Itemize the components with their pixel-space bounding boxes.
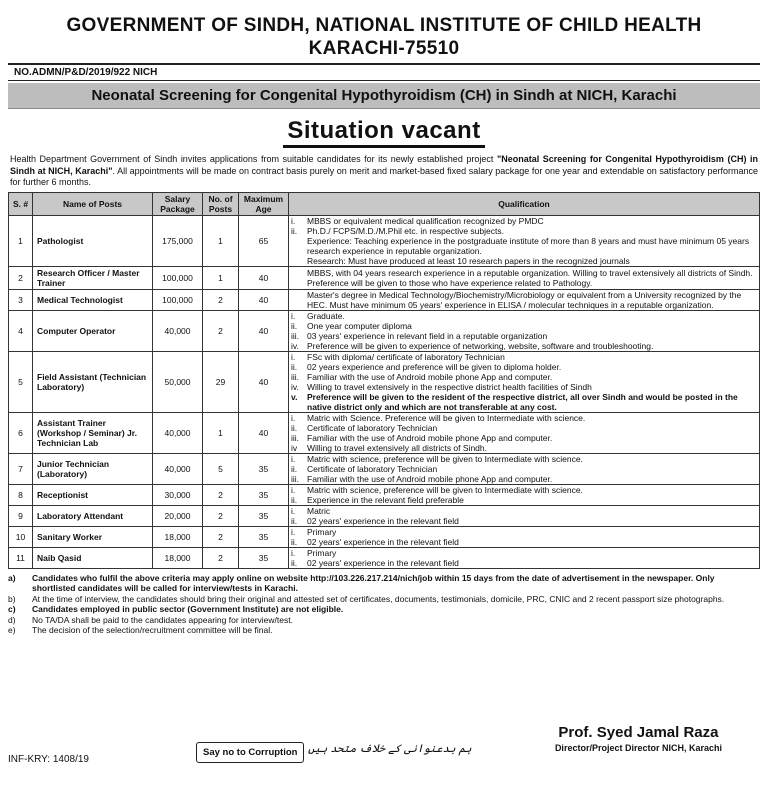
note-key: a) <box>8 572 16 583</box>
qualification-number: i. <box>291 526 296 537</box>
qualification-line <box>291 495 757 505</box>
cell-age: 65 <box>239 215 289 266</box>
qualification-number: ii. <box>291 422 298 433</box>
advertisement-page <box>8 0 760 765</box>
qualification-number: ii. <box>291 320 298 331</box>
qualification-line <box>291 392 757 412</box>
qualification-number: ii. <box>291 225 298 236</box>
cell-salary: 175,000 <box>153 215 203 266</box>
qualification-text: Experience: Teaching experience in the postgraduate institute of more than 8 years and must have minimum 05 years research experience in reputable organization. <box>307 235 750 256</box>
qualification-text: 02 years' experience in the relevant field <box>307 536 459 547</box>
cell-qualification <box>289 289 760 310</box>
cell-salary: 40,000 <box>153 412 203 453</box>
note-item <box>8 615 760 626</box>
table-row <box>9 289 760 310</box>
qualification-number: iii. <box>291 371 300 382</box>
qualification-number <box>291 256 307 266</box>
qualification-number: i. <box>291 505 296 516</box>
qualification-number: i. <box>291 215 296 226</box>
qualification-text: Certificate of laboratory Technician <box>307 463 438 474</box>
note-item <box>8 625 760 636</box>
note-key: d) <box>8 614 16 625</box>
qualification-text: Primary <box>307 526 337 537</box>
cell-sno: 8 <box>9 484 33 505</box>
cell-salary: 18,000 <box>153 547 203 568</box>
qualification-text: Willing to travel extensively in the respective district health facilities of Sindh <box>307 381 592 392</box>
cell-salary: 100,000 <box>153 289 203 310</box>
note-text: The decision of the selection/recruitment committee will be final. <box>32 625 273 635</box>
qualification-number: i. <box>291 351 296 362</box>
cell-age: 40 <box>239 412 289 453</box>
table-row <box>9 547 760 568</box>
cell-age: 35 <box>239 526 289 547</box>
qualification-line <box>291 256 757 266</box>
header-name: Name of Posts <box>33 192 153 215</box>
qualification-number: ii. <box>291 494 298 505</box>
cell-salary: 100,000 <box>153 266 203 289</box>
qualification-line <box>291 331 757 341</box>
qualification-line <box>291 423 757 433</box>
qualification-text: Familiar with the use of Android mobile phone App and computer. <box>307 371 553 382</box>
qualification-line <box>291 433 757 443</box>
header-age: Maximum Age <box>239 192 289 215</box>
qualification-line <box>291 341 757 351</box>
qualification-line <box>291 382 757 392</box>
cell-qualification <box>289 484 760 505</box>
qualification-number: i. <box>291 484 296 495</box>
cell-qualification <box>289 215 760 266</box>
signatory-name: Prof. Syed Jamal Raza <box>558 724 719 741</box>
qualification-line <box>291 413 757 423</box>
table-row <box>9 484 760 505</box>
cell-sno: 10 <box>9 526 33 547</box>
cell-post-name: Junior Technician (Laboratory) <box>33 453 153 484</box>
project-title: Neonatal Screening for Congenital Hypothyroidism (CH) in Sindh at NICH, Karachi <box>8 83 760 109</box>
cell-sno: 5 <box>9 351 33 412</box>
qualification-text: 02 years' experience in the relevant field <box>307 515 459 526</box>
qualification-line <box>291 236 757 256</box>
cell-sno: 6 <box>9 412 33 453</box>
intro-project: "Neonatal Screening for Congenital Hypothyroidism (CH) in Sindh at NICH, Karachi" <box>10 154 758 176</box>
note-key: b) <box>8 593 16 604</box>
cell-posts: 2 <box>203 526 239 547</box>
cell-post-name: Laboratory Attendant <box>33 505 153 526</box>
cell-qualification <box>289 547 760 568</box>
qualification-text: Certificate of laboratory Technician <box>307 422 438 433</box>
header-sno: S. # <box>9 192 33 215</box>
note-text: Candidates employed in public sector (Government Institute) are not eligible. <box>32 604 344 614</box>
cell-sno: 1 <box>9 215 33 266</box>
cell-age: 35 <box>239 453 289 484</box>
signatory-designation: Director/Project Director NICH, Karachi <box>554 743 722 753</box>
table-row <box>9 266 760 289</box>
note-text: No TA/DA shall be paid to the candidates appearing for interview/test. <box>32 614 293 625</box>
qualification-number: i. <box>291 453 296 464</box>
qualification-number: ii. <box>291 463 298 474</box>
qualification-number: iv. <box>291 381 299 392</box>
qualification-text: Preference will be given to experience of networking, website, software and troubleshooting. <box>307 340 654 351</box>
note-item <box>8 604 760 615</box>
qualification-number <box>291 268 307 288</box>
cell-qualification <box>289 351 760 412</box>
header <box>8 14 760 60</box>
cell-sno: 11 <box>9 547 33 568</box>
qualification-line <box>291 548 757 558</box>
qualification-number: iv. <box>291 340 299 351</box>
cell-age: 40 <box>239 289 289 310</box>
qualification-number: ii. <box>291 515 298 526</box>
note-key: c) <box>8 604 16 614</box>
header-salary: Salary Package <box>153 192 203 215</box>
cell-post-name: Computer Operator <box>33 310 153 351</box>
qualification-line <box>291 216 757 226</box>
qualification-text: Matric with science, preference will be given to Intermediate with science. <box>307 453 583 464</box>
cell-post-name: Naib Qasid <box>33 547 153 568</box>
qualification-text: Research: Must have produced at least 10 research papers in the recognized journals <box>307 255 630 266</box>
note-item <box>8 594 760 605</box>
cell-posts: 2 <box>203 289 239 310</box>
cell-qualification <box>289 310 760 351</box>
qualification-line <box>291 443 757 453</box>
qualification-number: iv <box>291 442 298 453</box>
table-row <box>9 453 760 484</box>
qualification-line <box>291 226 757 236</box>
cell-sno: 4 <box>9 310 33 351</box>
cell-salary: 30,000 <box>153 484 203 505</box>
inf-code: INF-KRY: 1408/19 <box>8 754 89 765</box>
qualification-number: ii. <box>291 557 298 568</box>
qualification-line <box>291 474 757 484</box>
qualification-line <box>291 516 757 526</box>
qualification-line <box>291 527 757 537</box>
qualification-text: Primary <box>307 547 337 558</box>
qualification-line <box>291 268 757 288</box>
qualification-text: One year computer diploma <box>307 320 412 331</box>
qualification-line <box>291 362 757 372</box>
cell-posts: 2 <box>203 505 239 526</box>
cell-sno: 3 <box>9 289 33 310</box>
cell-qualification <box>289 453 760 484</box>
qualification-text: Willing to travel extensively all districts of Sindh. <box>307 442 487 453</box>
qualification-text: MBBS, with 04 years research experience in a reputable organization. Willing to travel extensively all districts of Sindh. Preference will be given to those who have experience related to Pathology. <box>307 267 753 288</box>
qualification-text: Matric with Science. Preference will be given to Intermediate with science. <box>307 412 586 423</box>
table-header-row <box>9 192 760 215</box>
qualification-line <box>291 372 757 382</box>
note-key: e) <box>8 625 16 635</box>
cell-qualification <box>289 526 760 547</box>
qualification-text: Matric with science, preference will be given to Intermediate with science. <box>307 484 583 495</box>
qualification-line <box>291 506 757 516</box>
header-line2: KARACHI-75510 <box>308 38 460 59</box>
table-row <box>9 351 760 412</box>
note-text: At the time of interview, the candidates should bring their original and attested set of certificates, documents, testimonials, domicile, PRC, CNIC and 2 recent passport size photographs. <box>32 593 725 604</box>
cell-post-name: Receptionist <box>33 484 153 505</box>
cell-age: 40 <box>239 351 289 412</box>
qualification-number: iii. <box>291 473 300 484</box>
cell-age: 40 <box>239 266 289 289</box>
qualification-number <box>291 236 307 256</box>
qualification-line <box>291 558 757 568</box>
table-row <box>9 412 760 453</box>
header-qualification: Qualification <box>289 192 760 215</box>
cell-salary: 50,000 <box>153 351 203 412</box>
cell-posts: 2 <box>203 484 239 505</box>
cell-salary: 40,000 <box>153 453 203 484</box>
cell-salary: 18,000 <box>153 526 203 547</box>
cell-posts: 5 <box>203 453 239 484</box>
cell-posts: 1 <box>203 412 239 453</box>
intro-paragraph <box>10 154 758 189</box>
heading-text: Situation vacant <box>283 117 484 148</box>
qualification-line <box>291 464 757 474</box>
qualification-line <box>291 311 757 321</box>
qualification-text: Preference will be given to the resident of the respective district, all over Sindh and would be posted in the native district only and which are not transferable at any cost. <box>307 391 738 412</box>
cell-qualification <box>289 505 760 526</box>
qualification-number <box>291 290 307 310</box>
cell-post-name: Pathologist <box>33 215 153 266</box>
qualification-text: Familiar with the use of Android mobile phone App and computer. <box>307 432 553 443</box>
table-row <box>9 310 760 351</box>
qualification-text: Matric <box>307 505 331 516</box>
cell-age: 40 <box>239 310 289 351</box>
qualification-text: Graduate. <box>307 310 345 321</box>
cell-salary: 20,000 <box>153 505 203 526</box>
note-item <box>8 573 760 594</box>
qualification-line <box>291 454 757 464</box>
cell-post-name: Research Officer / Master Trainer <box>33 266 153 289</box>
qualification-text: Experience in the relevant field preferable <box>307 494 464 505</box>
qualification-text: 03 years' experience in relevant field in a reputable organization <box>307 330 548 341</box>
table-row <box>9 526 760 547</box>
qualification-text: 02 years experience and preference will be given to diploma holder. <box>307 361 562 372</box>
qualification-text: Familiar with the use of Android mobile phone App and computer. <box>307 473 553 484</box>
qualification-number: v. <box>291 391 298 402</box>
cell-posts: 2 <box>203 310 239 351</box>
header-line1: GOVERNMENT OF SINDH, NATIONAL INSTITUTE OF CHILD HEALTH <box>66 15 702 36</box>
corruption-badge: Say no to Corruption <box>196 742 304 763</box>
intro-text-2: . All appointments will be made on contract basis purely on merit and market-based fixed salary package for one year and extendable on satisfactory performance for further 6 months. <box>10 165 758 187</box>
header-posts: No. of Posts <box>203 192 239 215</box>
table-row <box>9 505 760 526</box>
qualification-line <box>291 485 757 495</box>
qualification-number: ii. <box>291 536 298 547</box>
cell-salary: 40,000 <box>153 310 203 351</box>
qualification-text: 02 years' experience in the relevant field <box>307 557 459 568</box>
qualification-number: iii. <box>291 330 300 341</box>
urdu-slogan: ہم بدعنوانی کے خلاف متحد ہیں <box>308 743 472 755</box>
qualification-number: iii. <box>291 432 300 443</box>
cell-posts: 1 <box>203 266 239 289</box>
qualification-number: i. <box>291 310 296 321</box>
cell-qualification <box>289 266 760 289</box>
vacancy-table <box>8 192 760 569</box>
cell-posts: 29 <box>203 351 239 412</box>
cell-sno: 7 <box>9 453 33 484</box>
cell-age: 35 <box>239 505 289 526</box>
heading <box>8 117 760 148</box>
qualification-line <box>291 321 757 331</box>
cell-post-name: Assistant Trainer (Workshop / Seminar) Jr. Technician Lab <box>33 412 153 453</box>
cell-posts: 2 <box>203 547 239 568</box>
qualification-number: i. <box>291 547 296 558</box>
cell-sno: 9 <box>9 505 33 526</box>
cell-post-name: Sanitary Worker <box>33 526 153 547</box>
qualification-text: MBBS or equivalent medical qualification recognized by PMDC <box>307 215 544 226</box>
table-row <box>9 215 760 266</box>
reference-number: NO.ADMN/P&D/2019/922 NICH <box>8 63 760 81</box>
qualification-line <box>291 290 757 310</box>
cell-post-name: Field Assistant (Technician Laboratory) <box>33 351 153 412</box>
cell-qualification <box>289 412 760 453</box>
signature-block <box>555 724 722 753</box>
cell-age: 35 <box>239 484 289 505</box>
qualification-line <box>291 352 757 362</box>
qualification-number: ii. <box>291 361 298 372</box>
qualification-text: FSc with diploma/ certificate of laboratory Technician <box>307 351 505 362</box>
qualification-text: Ph.D./ FCPS/M.D./M.Phil etc. in respective subjects. <box>307 225 504 236</box>
note-text: Candidates who fulfil the above criteria may apply online on website http://103.226.217.214/nich/job within 15 days from the date of advertisement in the newspaper. Only shortlisted candidates will be called for interview/tests in Karachi. <box>32 572 715 593</box>
qualification-line <box>291 537 757 547</box>
notes <box>8 573 760 636</box>
qualification-text: Master's degree in Medical Technology/Biochemistry/Microbiology or equivalent from a University recognized by the HEC. Must have minimum 05 years' experience in ELISA / molecular techniques in a reputable organization. <box>307 289 742 310</box>
cell-age: 35 <box>239 547 289 568</box>
qualification-number: i. <box>291 412 296 423</box>
cell-sno: 2 <box>9 266 33 289</box>
cell-post-name: Medical Technologist <box>33 289 153 310</box>
intro-text-1: Health Department Government of Sindh invites applications from suitable candidates for its newly established project <box>10 154 497 164</box>
cell-posts: 1 <box>203 215 239 266</box>
